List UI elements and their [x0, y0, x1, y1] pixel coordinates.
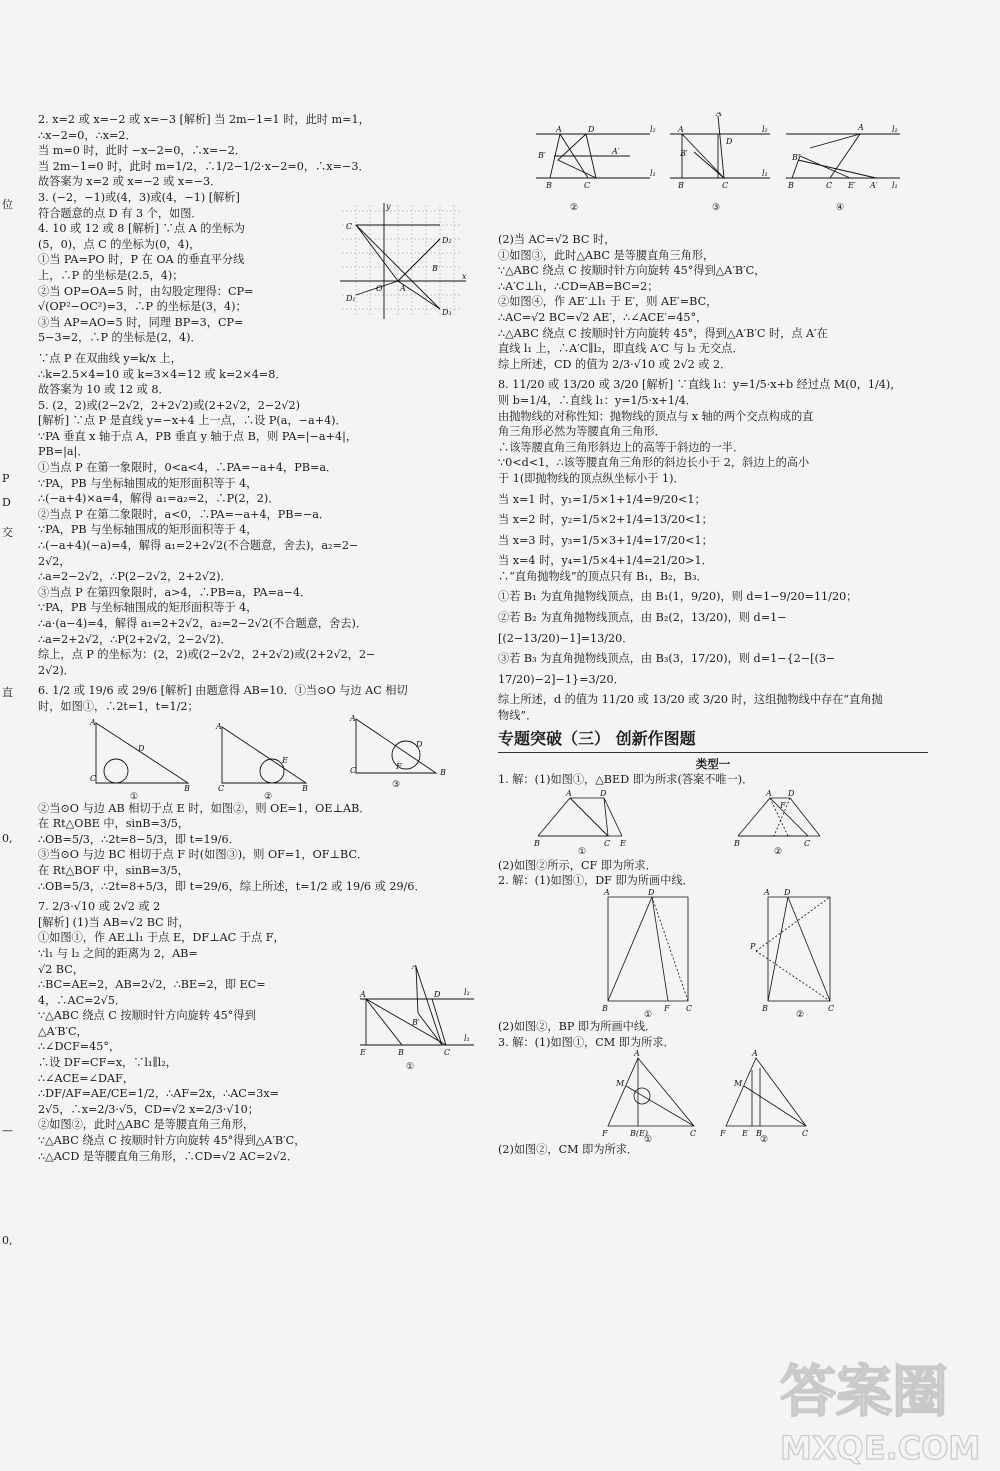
- fig-label: ①: [644, 1010, 653, 1019]
- svg-text:D: D: [600, 788, 607, 798]
- edge-char: 交: [2, 526, 13, 539]
- text-line: 3. 解：(1)如图①，CM 即为所求．: [498, 1035, 675, 1049]
- svg-text:D₂: D₂: [442, 236, 452, 246]
- text-line: ③当点 P 在第四象限时，a>4，∴PB=a，PA=a−4．: [38, 585, 312, 599]
- svg-text:B: B: [398, 1047, 404, 1057]
- text-line: (2)当 AC=√2 BC 时，: [498, 233, 616, 246]
- text-line: ∴DF/AF=AE/CE=1/2，∴AF=2x，∴AC=3x=: [38, 1087, 280, 1101]
- svg-text:B(E): B(E): [630, 1129, 648, 1139]
- svg-text:l₁: l₁: [762, 169, 768, 178]
- text-line: ②当 OP=OA=5 时，由勾股定理得：CP=: [38, 284, 254, 298]
- text-line: ②当⊙O 与边 AB 相切于点 E 时，如图②，则 OE=1，OE⊥AB．: [38, 801, 371, 815]
- svg-text:B: B: [546, 181, 552, 190]
- left-column: [38, 112, 468, 1164]
- text-line: 时，如图①，∴2t=1，t=1/2；: [38, 699, 199, 713]
- fig-label: ②: [264, 791, 273, 801]
- text-line: ∴∠DCF=45°，: [38, 1040, 121, 1054]
- text-line: 6. 1/2 或 19/6 或 29/6 [解析] 由题意得 AB=10．①当⊙O 与边 AC 相切: [38, 684, 408, 698]
- text-line: 2. x=2 或 x=−2 或 x=−3 [解析] 当 2m−1=1 时，此时 m=1，: [38, 113, 370, 126]
- text-line: 2√5，∴x=2/3·√5，CD=√2 x=2/3·√10；: [38, 1102, 259, 1116]
- p1-figures: [498, 788, 928, 858]
- text-line: ②如图④，作 AE′⊥l₁ 于 E′，则 AE′=BC，: [498, 295, 718, 309]
- svg-text:A: A: [764, 889, 770, 897]
- text-line: ∵PA，PB 与坐标轴围成的矩形面积等于 4，: [38, 476, 258, 490]
- svg-text:C: C: [350, 765, 357, 775]
- svg-text:E′: E′: [848, 181, 856, 190]
- text-line: ∴OB=5/3，∴2t=8+5/3，即 t=29/6，综上所述，t=1/2 或 19/6 或 29/6．: [38, 879, 426, 893]
- text-line: ∴△ABC 绕点 C 按顺时针方向旋转 45°，得到△A′B′C 时，点 A′在: [498, 326, 828, 340]
- svg-text:l₁: l₁: [464, 1033, 470, 1043]
- svg-text:D: D: [434, 989, 441, 999]
- svg-text:F: F: [720, 1129, 726, 1139]
- svg-text:D: D: [726, 137, 733, 146]
- text-line: 4，∴AC=2√5．: [38, 993, 127, 1007]
- svg-text:E: E: [282, 755, 288, 765]
- text-line: 4. 10 或 12 或 8 [解析] ∵点 A 的坐标为: [38, 222, 245, 236]
- svg-text:F: F: [602, 1129, 608, 1139]
- text-line: ∵△ABC 绕点 C 按顺时针方向旋转 45°得到: [38, 1009, 256, 1023]
- text-line: ∴∠ACE=∠DAF，: [38, 1071, 135, 1085]
- text-line: ①当点 P 在第一象限时，0<a<4，∴PA=−a+4，PB=a．: [38, 461, 338, 475]
- text-line: 1. 解：(1)如图①，△BED 即为所求(答案不唯一)．: [498, 773, 754, 787]
- svg-text:C: C: [804, 838, 811, 848]
- edge-char: 直: [2, 686, 13, 699]
- svg-text:C: C: [346, 222, 353, 232]
- text-line: (2)如图②，BP 即为所画中线．: [498, 1020, 657, 1033]
- text-line: 17/20)−2]−1}=3/20．: [498, 672, 625, 686]
- svg-text:l₂: l₂: [464, 987, 470, 997]
- text-line: ∴BC=AE=2，AB=2√2，∴BE=2，即 EC=: [38, 978, 266, 992]
- text-line: 当 2m−1=0 时，此时 m=1/2，∴1/2−1/2·x−2=0，∴x=−3．: [38, 159, 370, 173]
- text-line: ∵△ABC 绕点 C 按顺时针方向旋转 45°得到△A′B′C，: [38, 1134, 306, 1148]
- text-line: ∴a=2+2√2，∴P(2+2√2，2−2√2)．: [38, 632, 232, 646]
- edge-char: 0,: [2, 1234, 13, 1247]
- svg-text:D: D: [788, 788, 795, 798]
- svg-text:B: B: [734, 838, 740, 848]
- svg-text:C: C: [444, 1047, 451, 1057]
- text-line: ∵0<d<1，∴该等腰直角三角形的斜边长小于 2，斜边上的高小: [498, 456, 810, 470]
- svg-text:l₁: l₁: [892, 181, 898, 190]
- fig-label: ④: [836, 203, 845, 213]
- svg-text:A: A: [400, 284, 406, 294]
- svg-text:C: C: [826, 181, 833, 190]
- fig-label: ③: [392, 779, 401, 790]
- svg-text:C: C: [802, 1129, 809, 1139]
- svg-text:A′: A′: [870, 181, 878, 190]
- text-line: 7. 2/3·√10 或 2√2 或 2: [38, 900, 161, 914]
- watermark-url: MXQE.COM: [780, 1429, 981, 1467]
- svg-text:B: B: [756, 1129, 762, 1139]
- svg-text:A: A: [634, 1050, 640, 1059]
- text-line: ∴A′C⊥l₁，∴CD=AB=BC=2；: [498, 279, 659, 293]
- text-line: PB=|a|．: [38, 445, 89, 459]
- text-line: ∴OB=5/3，∴2t=8−5/3，即 t=19/6．: [38, 832, 240, 846]
- svg-text:A: A: [678, 125, 684, 134]
- text-line: 则 b=1/4，∴直线 l₁：y=1/5·x+1/4．: [498, 393, 697, 407]
- text-line: 当 x=1 时，y₁=1/5×1+1/4=9/20<1；: [498, 492, 706, 506]
- watermark-text: 答案圈: [780, 1360, 948, 1425]
- svg-text:E: E: [360, 1047, 366, 1057]
- text-line: 当 m=0 时，此时 −x−2=0，∴x=−2．: [38, 144, 247, 158]
- svg-text:B: B: [432, 264, 438, 274]
- svg-text:B: B: [788, 181, 794, 190]
- edge-char: D: [2, 496, 11, 509]
- svg-text:x: x: [462, 272, 467, 282]
- text-line: ∴△ACD 是等腰直角三角形，∴CD=√2 AC=2√2．: [38, 1149, 299, 1163]
- edge-char: 位: [2, 198, 13, 211]
- svg-text:F: F: [396, 761, 402, 771]
- text-line: 当 x=2 时，y₂=1/5×2+1/4=13/20<1；: [498, 513, 713, 527]
- text-line: √2 BC，: [38, 962, 84, 976]
- text-line: 5−3=2，∴P 的坐标是(2，4)．: [38, 331, 202, 345]
- svg-text:O: O: [376, 284, 383, 294]
- svg-text:A: A: [360, 989, 366, 999]
- text-line: ∴a·(a−4)=4，解得 a₁=2+2√2，a₂=2−2√2(不合题意，舍去)．: [38, 617, 368, 630]
- watermark-logo: [770, 1341, 990, 1471]
- text-line: 于 1(即抛物线的顶点纵坐标小于 1)．: [498, 471, 685, 485]
- text-line: ∵PA，PB 与坐标轴围成的矩形面积等于 4，: [38, 601, 258, 615]
- text-line: ①如图①，作 AE⊥l₁ 于点 E，DF⊥AC 于点 F，: [38, 931, 285, 945]
- svg-text:C: C: [584, 181, 591, 190]
- svg-text:B: B: [184, 783, 190, 793]
- svg-text:D: D: [588, 125, 595, 134]
- svg-text:B″: B″: [792, 153, 801, 162]
- svg-text:l₁: l₁: [650, 169, 656, 178]
- svg-text:B: B: [678, 181, 684, 190]
- text-line: 当 x=3 时，y₃=1/5×3+1/4=17/20<1；: [498, 533, 713, 547]
- q7-figures-3-4: [530, 112, 920, 217]
- svg-text:C: C: [604, 838, 611, 848]
- svg-text:l₂: l₂: [892, 125, 898, 134]
- text-line: 上，∴P 的坐标是(2.5，4)；: [38, 268, 184, 282]
- text-line: ∵点 P 在双曲线 y=k/x 上，: [38, 351, 182, 365]
- svg-text:y: y: [386, 202, 391, 212]
- svg-text:B′: B′: [680, 149, 688, 158]
- text-line: [解析] ∵点 P 是直线 y=−x+4 上一点，∴设 P(a，−a+4)．: [38, 414, 347, 428]
- text-line: 在 Rt△BOF 中，sinB=3/5，: [38, 863, 189, 877]
- svg-text:F: F: [664, 1004, 670, 1013]
- text-line: 2√2)．: [38, 663, 75, 677]
- text-line: 在 Rt△OBE 中，sinB=3/5，: [38, 817, 190, 831]
- text-line: ①当 PA=PO 时，P 在 OA 的垂直平分线: [38, 253, 245, 267]
- text-line: ①如图③，此时△ABC 是等腰直角三角形，: [498, 248, 715, 262]
- fig-label: ①: [130, 791, 139, 801]
- text-line: ∵PA，PB 与坐标轴围成的矩形面积等于 4，: [38, 523, 258, 537]
- section-heading: 专题突破（三） 创新作图题: [498, 728, 928, 753]
- text-line: ③当 AP=AO=5 时，同理 BP=3，CP=: [38, 315, 244, 329]
- svg-text:C: C: [686, 1004, 693, 1013]
- svg-text:B: B: [440, 767, 446, 777]
- svg-text:C: C: [90, 773, 97, 783]
- text-line: 符合题意的点 D 有 3 个，如图．: [38, 206, 203, 220]
- text-line: 综上，点 P 的坐标为：(2，2)或(2−2√2，2+2√2)或(2+2√2，2−: [38, 648, 376, 662]
- svg-text:B: B: [762, 1004, 768, 1013]
- svg-text:D₁: D₁: [346, 294, 356, 304]
- q7-block: [38, 915, 468, 1165]
- svg-text:l₂: l₂: [650, 125, 656, 134]
- text-line: ∴设 DF=CF=x，∵l₁∥l₂，: [38, 1056, 177, 1070]
- text-line: ②如图②，此时△ABC 是等腰直角三角形，: [38, 1118, 255, 1132]
- svg-text:D₃: D₃: [442, 308, 452, 318]
- svg-text:A: A: [752, 1050, 758, 1059]
- text-line: (2)如图②所示，CF 即为所求．: [498, 858, 657, 872]
- text-line: ∵△ABC 绕点 C 按顺时针方向旋转 45°得到△A′B′C，: [498, 264, 766, 278]
- svg-text:A: A: [350, 714, 356, 723]
- text-line: ∵l₁ 与 l₂ 之间的距离为 2，AB=: [38, 946, 198, 960]
- p2-figures: [498, 889, 928, 1019]
- text-line: 3. (−2，−1)或(4，3)或(4，−1) [解析]: [38, 190, 240, 204]
- text-line: ∴k=2.5×4=10 或 k=3×4=12 或 k=2×4=8．: [38, 367, 287, 381]
- text-line: ∴AC=√2 BC=√2 AE′，∴∠ACE′=45°，: [498, 310, 708, 324]
- text-line: ∴该等腰直角三角形斜边上的高等于斜边的一半．: [498, 440, 745, 454]
- svg-text:A: A: [604, 889, 610, 897]
- fig-label: ①: [644, 1135, 653, 1143]
- text-line: 由抛物线的对称性知：抛物线的顶点与 x 轴的两个交点构成的直: [498, 409, 814, 423]
- svg-text:C: C: [690, 1129, 697, 1139]
- svg-text:D: D: [416, 739, 423, 749]
- text-line: △A′B′C，: [38, 1024, 88, 1038]
- text-line: ③当⊙O 与边 BC 相切于点 F 时(如图③)，则 OF=1，OF⊥BC．: [38, 848, 369, 862]
- svg-text:B′: B′: [412, 1017, 420, 1027]
- text-line: ∴“直角抛物线”的顶点只有 B₁，B₂，B₃．: [498, 569, 708, 583]
- svg-text:F: F: [780, 800, 786, 810]
- text-line: 直线 l₁ 上，∴A′C∥l₂，即直线 A′C 与 l₂ 无交点．: [498, 342, 744, 356]
- svg-text:A: A: [566, 788, 572, 798]
- text-line: ②若 B₂ 为直角抛物线顶点，由 B₂(2，13/20)，则 d=1−: [498, 611, 787, 625]
- svg-text:C: C: [828, 1004, 835, 1013]
- text-line: ∵PA 垂直 x 轴于点 A，PB 垂直 y 轴于点 B，则 PA=|−a+4|，: [38, 429, 358, 443]
- svg-text:A′: A′: [716, 112, 724, 118]
- text-line: (2)如图②，CM 即为所求．: [498, 1143, 639, 1157]
- text-line: 8. 11/20 或 13/20 或 3/20 [解析] ∵直线 l₁：y=1/5·x+b 经过点 M(0，1/4)，: [498, 378, 902, 392]
- svg-text:A′: A′: [412, 964, 420, 971]
- text-line: 当 x=4 时，y₄=1/5×4+1/4=21/20>1．: [498, 554, 713, 568]
- q6-triangle-figures: [38, 715, 468, 801]
- text-line: 故答案为 x=2 或 x=−2 或 x=−3．: [38, 175, 222, 189]
- svg-text:M: M: [734, 1079, 743, 1089]
- fig-label: ①: [578, 846, 587, 857]
- text-line: ∴x−2=0，∴x=2．: [38, 128, 137, 142]
- text-line: ∴(−a+4)(−a)=4，解得 a₁=2+2√2(不合题意，舍去)，a₂=2−: [38, 539, 359, 553]
- edge-char: —: [2, 1124, 13, 1137]
- svg-text:A: A: [90, 717, 96, 727]
- svg-text:l₂: l₂: [762, 125, 768, 134]
- text-line: 5. (2，2)或(2−2√2，2+2√2)或(2+2√2，2−2√2): [38, 398, 301, 412]
- svg-text:D: D: [784, 889, 791, 897]
- text-line: ②当点 P 在第二象限时，a<0，∴PA=−a+4，PB=−a．: [38, 507, 331, 521]
- edge-char: P: [2, 472, 10, 485]
- svg-text:E: E: [620, 838, 626, 848]
- text-line: [(2−13/20)−1]=13/20．: [498, 631, 634, 645]
- type-label: 类型一: [695, 756, 731, 771]
- svg-text:D: D: [138, 743, 145, 753]
- text-line: 2. 解：(1)如图①，DF 即为所画中线．: [498, 874, 694, 888]
- text-line: 故答案为 10 或 12 或 8．: [38, 383, 170, 397]
- text-line: [解析] (1)当 AB=√2 BC 时，: [38, 915, 190, 929]
- svg-text:A: A: [556, 125, 562, 134]
- text-line: ∴(−a+4)×a=4，解得 a₁=a₂=2，∴P(2，2)．: [38, 492, 280, 506]
- svg-text:C: C: [218, 783, 225, 793]
- fig-label: ②: [774, 846, 783, 857]
- svg-text:A: A: [858, 123, 864, 132]
- text-line: (5，0)，点 C 的坐标为(0，4)，: [38, 237, 201, 251]
- text-line: ∴a=2−2√2，∴P(2−2√2，2+2√2)．: [38, 570, 232, 584]
- svg-text:A: A: [216, 721, 222, 731]
- text-line: ③若 B₃ 为直角抛物线顶点，由 B₃(3，17/20)，则 d=1−{2−[(3−: [498, 652, 836, 666]
- svg-text:A′: A′: [612, 147, 620, 156]
- svg-text:C: C: [722, 181, 729, 190]
- fig-label: ③: [712, 203, 721, 213]
- text-line: 综上所述，d 的值为 11/20 或 13/20 或 3/20 时，这组抛物线中存在“直角抛: [498, 693, 883, 707]
- svg-text:B: B: [302, 783, 308, 793]
- text-line: 2√2，: [38, 554, 71, 568]
- edge-char: 0,: [2, 832, 13, 845]
- svg-text:P: P: [750, 942, 756, 951]
- text-line: 综上所述，CD 的值为 2/3·√10 或 2√2 或 2．: [498, 357, 732, 371]
- svg-text:B: B: [602, 1004, 608, 1013]
- coordinate-grid-figure: [336, 201, 470, 326]
- fig-label: ②: [796, 1010, 805, 1019]
- svg-text:M: M: [616, 1079, 625, 1089]
- text-line: ①若 B₁ 为直角抛物线顶点，由 B₁(1，9/20)，则 d=1−9/20=11/20；: [498, 590, 858, 604]
- svg-text:A: A: [766, 788, 772, 798]
- svg-text:D: D: [648, 889, 655, 897]
- fig-label: ②: [760, 1135, 769, 1143]
- fig-label: ②: [570, 203, 579, 213]
- fig-label: ①: [406, 1061, 415, 1072]
- text-line: √(OP²−OC²)=3，∴P 的坐标是(3，4)；: [38, 300, 247, 314]
- svg-text:E: E: [742, 1129, 748, 1139]
- text-line: 物线”．: [498, 709, 538, 723]
- svg-text:B′: B′: [538, 151, 546, 160]
- q7-rotation-figure: [356, 965, 476, 1075]
- right-column: [498, 232, 928, 1158]
- text-line: 角三角形必然为等腰直角三角形．: [498, 425, 666, 439]
- svg-text:B: B: [534, 838, 540, 848]
- p3-figures: [498, 1050, 928, 1142]
